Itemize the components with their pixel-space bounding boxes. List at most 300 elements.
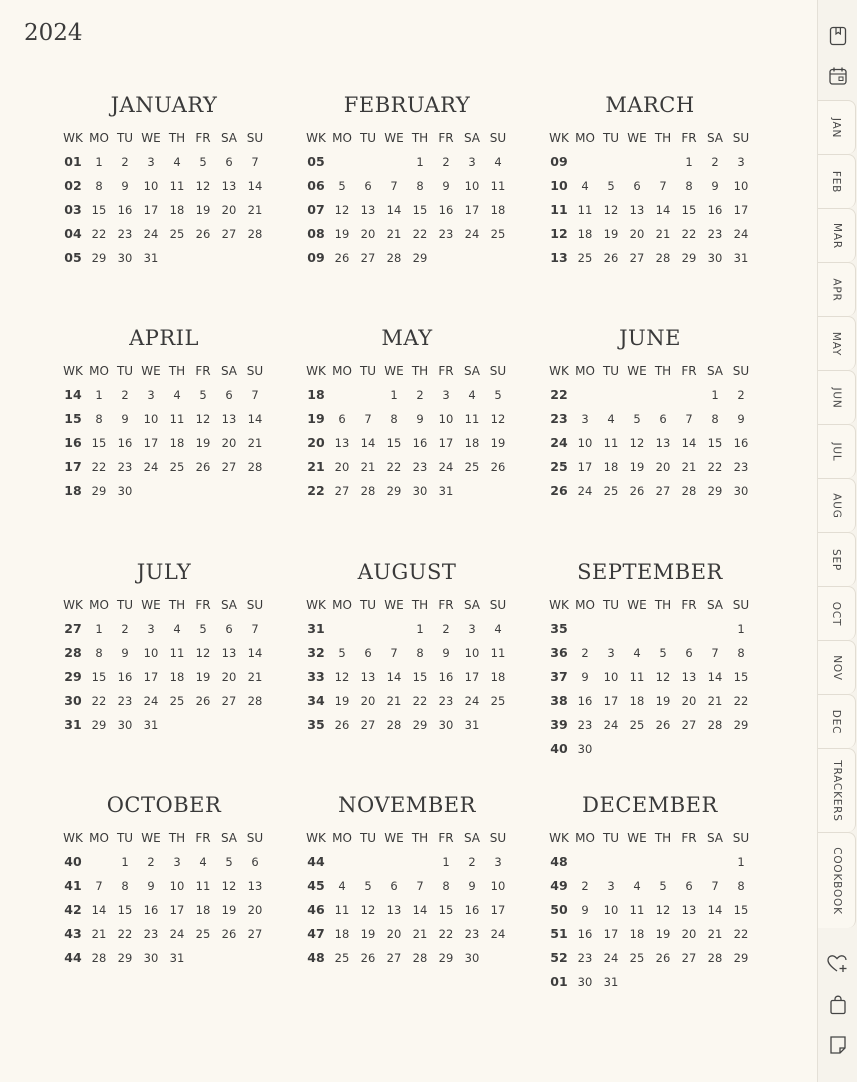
day-cell[interactable]: 26: [195, 460, 211, 474]
day-cell[interactable]: 27: [221, 227, 237, 241]
day-cell[interactable]: 16: [707, 203, 723, 217]
day-cell[interactable]: 15: [733, 903, 749, 917]
day-cell[interactable]: 24: [143, 694, 159, 708]
day-cell[interactable]: 16: [464, 903, 480, 917]
day-cell[interactable]: 7: [416, 879, 424, 893]
day-cell[interactable]: 20: [221, 203, 237, 217]
day-cell[interactable]: 27: [221, 460, 237, 474]
day-cell[interactable]: 2: [147, 855, 155, 869]
tab-cookbook[interactable]: [818, 832, 856, 928]
tab-trackers[interactable]: [818, 748, 856, 832]
day-cell[interactable]: 19: [360, 927, 376, 941]
day-cell[interactable]: 3: [494, 855, 502, 869]
day-cell[interactable]: 1: [95, 155, 103, 169]
day-cell[interactable]: 30: [577, 742, 593, 756]
day-cell[interactable]: 14: [386, 670, 402, 684]
day-cell[interactable]: 24: [603, 951, 619, 965]
day-cell[interactable]: 9: [711, 179, 719, 193]
day-cell[interactable]: 24: [733, 227, 749, 241]
day-cell[interactable]: 6: [685, 646, 693, 660]
day-cell[interactable]: 31: [143, 251, 159, 265]
day-cell[interactable]: 6: [225, 155, 233, 169]
day-cell[interactable]: 10: [143, 179, 159, 193]
day-cell[interactable]: 25: [169, 694, 185, 708]
day-cell[interactable]: 13: [221, 646, 237, 660]
day-cell[interactable]: 9: [121, 412, 129, 426]
day-cell[interactable]: 20: [681, 927, 697, 941]
day-cell[interactable]: 19: [603, 227, 619, 241]
day-cell[interactable]: 15: [91, 203, 107, 217]
day-cell[interactable]: 29: [91, 484, 107, 498]
day-cell[interactable]: 5: [364, 879, 372, 893]
day-cell[interactable]: 15: [707, 436, 723, 450]
tab-dec[interactable]: [818, 694, 856, 748]
day-cell[interactable]: 12: [655, 903, 671, 917]
day-cell[interactable]: 30: [438, 718, 454, 732]
day-cell[interactable]: 23: [438, 227, 454, 241]
day-cell[interactable]: 25: [169, 227, 185, 241]
day-cell[interactable]: 20: [221, 670, 237, 684]
day-cell[interactable]: 8: [685, 179, 693, 193]
day-cell[interactable]: 25: [629, 718, 645, 732]
day-cell[interactable]: 7: [251, 388, 259, 402]
day-cell[interactable]: 11: [169, 179, 185, 193]
day-cell[interactable]: 16: [438, 670, 454, 684]
day-cell[interactable]: 9: [147, 879, 155, 893]
day-cell[interactable]: 16: [577, 927, 593, 941]
day-cell[interactable]: 18: [169, 203, 185, 217]
day-cell[interactable]: 24: [464, 694, 480, 708]
day-cell[interactable]: 5: [225, 855, 233, 869]
day-cell[interactable]: 19: [334, 227, 350, 241]
day-cell[interactable]: 13: [360, 670, 376, 684]
day-cell[interactable]: 29: [412, 718, 428, 732]
day-cell[interactable]: 28: [412, 951, 428, 965]
day-cell[interactable]: 31: [438, 484, 454, 498]
day-cell[interactable]: 26: [603, 251, 619, 265]
day-cell[interactable]: 25: [464, 460, 480, 474]
day-cell[interactable]: 29: [707, 484, 723, 498]
day-cell[interactable]: 17: [490, 903, 506, 917]
day-cell[interactable]: 10: [603, 670, 619, 684]
day-cell[interactable]: 22: [733, 927, 749, 941]
day-cell[interactable]: 28: [91, 951, 107, 965]
day-cell[interactable]: 1: [737, 855, 745, 869]
day-cell[interactable]: 8: [737, 879, 745, 893]
day-cell[interactable]: 29: [438, 951, 454, 965]
day-cell[interactable]: 2: [121, 388, 129, 402]
day-cell[interactable]: 14: [247, 179, 263, 193]
day-cell[interactable]: 2: [121, 155, 129, 169]
day-cell[interactable]: 5: [338, 646, 346, 660]
day-cell[interactable]: 16: [438, 203, 454, 217]
tab-jun[interactable]: [818, 370, 856, 424]
day-cell[interactable]: 20: [386, 927, 402, 941]
day-cell[interactable]: 28: [655, 251, 671, 265]
day-cell[interactable]: 9: [442, 179, 450, 193]
day-cell[interactable]: 30: [117, 251, 133, 265]
day-cell[interactable]: 6: [685, 879, 693, 893]
tab-aug[interactable]: [818, 478, 856, 532]
day-cell[interactable]: 18: [195, 903, 211, 917]
day-cell[interactable]: 11: [603, 436, 619, 450]
day-cell[interactable]: 3: [737, 155, 745, 169]
day-cell[interactable]: 20: [247, 903, 263, 917]
day-cell[interactable]: 27: [629, 251, 645, 265]
day-cell[interactable]: 6: [364, 646, 372, 660]
day-cell[interactable]: 22: [91, 694, 107, 708]
day-cell[interactable]: 15: [412, 670, 428, 684]
day-cell[interactable]: 27: [681, 718, 697, 732]
day-cell[interactable]: 26: [360, 951, 376, 965]
day-cell[interactable]: 20: [334, 460, 350, 474]
day-cell[interactable]: 18: [169, 670, 185, 684]
day-cell[interactable]: 12: [655, 670, 671, 684]
day-cell[interactable]: 12: [603, 203, 619, 217]
day-cell[interactable]: 12: [195, 412, 211, 426]
bookmark-icon[interactable]: [818, 16, 857, 56]
day-cell[interactable]: 14: [412, 903, 428, 917]
day-cell[interactable]: 13: [221, 179, 237, 193]
day-cell[interactable]: 9: [581, 903, 589, 917]
day-cell[interactable]: 25: [490, 227, 506, 241]
day-cell[interactable]: 22: [707, 460, 723, 474]
day-cell[interactable]: 12: [360, 903, 376, 917]
day-cell[interactable]: 13: [629, 203, 645, 217]
day-cell[interactable]: 14: [707, 903, 723, 917]
day-cell[interactable]: 6: [338, 412, 346, 426]
day-cell[interactable]: 4: [338, 879, 346, 893]
day-cell[interactable]: 29: [91, 251, 107, 265]
day-cell[interactable]: 6: [390, 879, 398, 893]
day-cell[interactable]: 2: [581, 646, 589, 660]
day-cell[interactable]: 23: [143, 927, 159, 941]
day-cell[interactable]: 21: [91, 927, 107, 941]
day-cell[interactable]: 12: [195, 646, 211, 660]
day-cell[interactable]: 25: [490, 694, 506, 708]
day-cell[interactable]: 21: [707, 694, 723, 708]
day-cell[interactable]: 11: [195, 879, 211, 893]
day-cell[interactable]: 17: [143, 670, 159, 684]
day-cell[interactable]: 26: [490, 460, 506, 474]
day-cell[interactable]: 6: [659, 412, 667, 426]
day-cell[interactable]: 23: [412, 460, 428, 474]
day-cell[interactable]: 29: [91, 718, 107, 732]
day-cell[interactable]: 23: [117, 694, 133, 708]
day-cell[interactable]: 15: [117, 903, 133, 917]
day-cell[interactable]: 9: [416, 412, 424, 426]
day-cell[interactable]: 21: [247, 670, 263, 684]
day-cell[interactable]: 10: [464, 179, 480, 193]
day-cell[interactable]: 1: [737, 622, 745, 636]
day-cell[interactable]: 21: [360, 460, 376, 474]
tab-may[interactable]: [818, 316, 856, 370]
day-cell[interactable]: 10: [603, 903, 619, 917]
day-cell[interactable]: 28: [386, 718, 402, 732]
day-cell[interactable]: 26: [195, 694, 211, 708]
day-cell[interactable]: 29: [117, 951, 133, 965]
day-cell[interactable]: 2: [442, 622, 450, 636]
day-cell[interactable]: 28: [247, 694, 263, 708]
day-cell[interactable]: 19: [195, 670, 211, 684]
day-cell[interactable]: 29: [386, 484, 402, 498]
day-cell[interactable]: 5: [338, 179, 346, 193]
day-cell[interactable]: 23: [464, 927, 480, 941]
day-cell[interactable]: 6: [225, 622, 233, 636]
day-cell[interactable]: 8: [121, 879, 129, 893]
day-cell[interactable]: 31: [603, 975, 619, 989]
day-cell[interactable]: 19: [655, 927, 671, 941]
day-cell[interactable]: 16: [117, 203, 133, 217]
day-cell[interactable]: 10: [143, 646, 159, 660]
day-cell[interactable]: 27: [360, 251, 376, 265]
day-cell[interactable]: 24: [603, 718, 619, 732]
day-cell[interactable]: 11: [629, 670, 645, 684]
day-cell[interactable]: 10: [490, 879, 506, 893]
day-cell[interactable]: 12: [629, 436, 645, 450]
day-cell[interactable]: 7: [251, 155, 259, 169]
day-cell[interactable]: 13: [221, 412, 237, 426]
day-cell[interactable]: 19: [655, 694, 671, 708]
day-cell[interactable]: 4: [173, 622, 181, 636]
day-cell[interactable]: 9: [468, 879, 476, 893]
day-cell[interactable]: 30: [733, 484, 749, 498]
day-cell[interactable]: 14: [360, 436, 376, 450]
day-cell[interactable]: 6: [633, 179, 641, 193]
day-cell[interactable]: 2: [737, 388, 745, 402]
day-cell[interactable]: 9: [121, 179, 129, 193]
shopping-bag-icon[interactable]: [818, 985, 857, 1025]
day-cell[interactable]: 25: [629, 951, 645, 965]
day-cell[interactable]: 9: [737, 412, 745, 426]
day-cell[interactable]: 15: [438, 903, 454, 917]
day-cell[interactable]: 12: [334, 670, 350, 684]
day-cell[interactable]: 29: [733, 951, 749, 965]
day-cell[interactable]: 18: [629, 694, 645, 708]
day-cell[interactable]: 25: [334, 951, 350, 965]
day-cell[interactable]: 7: [390, 179, 398, 193]
day-cell[interactable]: 18: [464, 436, 480, 450]
day-cell[interactable]: 11: [490, 646, 506, 660]
day-cell[interactable]: 18: [629, 927, 645, 941]
day-cell[interactable]: 17: [464, 670, 480, 684]
day-cell[interactable]: 3: [468, 155, 476, 169]
day-cell[interactable]: 25: [195, 927, 211, 941]
day-cell[interactable]: 21: [247, 436, 263, 450]
day-cell[interactable]: 26: [334, 251, 350, 265]
day-cell[interactable]: 7: [659, 179, 667, 193]
day-cell[interactable]: 15: [91, 670, 107, 684]
day-cell[interactable]: 28: [386, 251, 402, 265]
day-cell[interactable]: 10: [733, 179, 749, 193]
day-cell[interactable]: 21: [386, 227, 402, 241]
day-cell[interactable]: 5: [659, 879, 667, 893]
day-cell[interactable]: 22: [412, 694, 428, 708]
day-cell[interactable]: 1: [121, 855, 129, 869]
day-cell[interactable]: 18: [577, 227, 593, 241]
day-cell[interactable]: 10: [438, 412, 454, 426]
day-cell[interactable]: 14: [91, 903, 107, 917]
day-cell[interactable]: 24: [438, 460, 454, 474]
day-cell[interactable]: 17: [577, 460, 593, 474]
day-cell[interactable]: 4: [173, 155, 181, 169]
day-cell[interactable]: 18: [490, 203, 506, 217]
day-cell[interactable]: 26: [655, 718, 671, 732]
day-cell[interactable]: 11: [490, 179, 506, 193]
day-cell[interactable]: 23: [117, 460, 133, 474]
day-cell[interactable]: 7: [95, 879, 103, 893]
day-cell[interactable]: 21: [707, 927, 723, 941]
day-cell[interactable]: 24: [143, 460, 159, 474]
day-cell[interactable]: 15: [386, 436, 402, 450]
day-cell[interactable]: 11: [169, 412, 185, 426]
day-cell[interactable]: 13: [681, 903, 697, 917]
day-cell[interactable]: 8: [95, 412, 103, 426]
day-cell[interactable]: 24: [143, 227, 159, 241]
day-cell[interactable]: 17: [438, 436, 454, 450]
day-cell[interactable]: 8: [711, 412, 719, 426]
day-cell[interactable]: 1: [416, 155, 424, 169]
day-cell[interactable]: 5: [199, 388, 207, 402]
day-cell[interactable]: 6: [364, 179, 372, 193]
day-cell[interactable]: 7: [711, 646, 719, 660]
day-cell[interactable]: 4: [199, 855, 207, 869]
day-cell[interactable]: 2: [442, 155, 450, 169]
day-cell[interactable]: 1: [95, 622, 103, 636]
day-cell[interactable]: 23: [577, 951, 593, 965]
day-cell[interactable]: 20: [221, 436, 237, 450]
day-cell[interactable]: 28: [247, 460, 263, 474]
day-cell[interactable]: 5: [633, 412, 641, 426]
day-cell[interactable]: 16: [733, 436, 749, 450]
heart-plus-icon[interactable]: [818, 944, 857, 984]
day-cell[interactable]: 2: [416, 388, 424, 402]
day-cell[interactable]: 6: [251, 855, 259, 869]
day-cell[interactable]: 1: [95, 388, 103, 402]
day-cell[interactable]: 16: [412, 436, 428, 450]
day-cell[interactable]: 28: [360, 484, 376, 498]
day-cell[interactable]: 3: [147, 622, 155, 636]
day-cell[interactable]: 30: [577, 975, 593, 989]
tab-nov[interactable]: [818, 640, 856, 694]
day-cell[interactable]: 7: [364, 412, 372, 426]
day-cell[interactable]: 5: [494, 388, 502, 402]
day-cell[interactable]: 14: [707, 670, 723, 684]
day-cell[interactable]: 9: [442, 646, 450, 660]
day-cell[interactable]: 5: [199, 622, 207, 636]
day-cell[interactable]: 3: [147, 388, 155, 402]
day-cell[interactable]: 15: [412, 203, 428, 217]
day-cell[interactable]: 4: [607, 412, 615, 426]
day-cell[interactable]: 30: [117, 718, 133, 732]
day-cell[interactable]: 14: [247, 412, 263, 426]
day-cell[interactable]: 19: [629, 460, 645, 474]
day-cell[interactable]: 21: [386, 694, 402, 708]
tab-mar[interactable]: [818, 208, 856, 262]
day-cell[interactable]: 22: [386, 460, 402, 474]
day-cell[interactable]: 17: [143, 203, 159, 217]
day-cell[interactable]: 31: [143, 718, 159, 732]
day-cell[interactable]: 6: [225, 388, 233, 402]
day-cell[interactable]: 3: [581, 412, 589, 426]
day-cell[interactable]: 4: [633, 879, 641, 893]
day-cell[interactable]: 2: [581, 879, 589, 893]
day-cell[interactable]: 3: [468, 622, 476, 636]
day-cell[interactable]: 2: [711, 155, 719, 169]
day-cell[interactable]: 4: [494, 155, 502, 169]
day-cell[interactable]: 26: [334, 718, 350, 732]
day-cell[interactable]: 23: [577, 718, 593, 732]
day-cell[interactable]: 12: [195, 179, 211, 193]
day-cell[interactable]: 26: [655, 951, 671, 965]
day-cell[interactable]: 5: [659, 646, 667, 660]
day-cell[interactable]: 10: [464, 646, 480, 660]
day-cell[interactable]: 31: [464, 718, 480, 732]
day-cell[interactable]: 9: [581, 670, 589, 684]
day-cell[interactable]: 22: [91, 460, 107, 474]
day-cell[interactable]: 27: [655, 484, 671, 498]
tab-sep[interactable]: [818, 532, 856, 586]
day-cell[interactable]: 30: [464, 951, 480, 965]
day-cell[interactable]: 22: [91, 227, 107, 241]
day-cell[interactable]: 30: [707, 251, 723, 265]
day-cell[interactable]: 3: [173, 855, 181, 869]
day-cell[interactable]: 27: [334, 484, 350, 498]
day-cell[interactable]: 29: [412, 251, 428, 265]
day-cell[interactable]: 13: [247, 879, 263, 893]
day-cell[interactable]: 20: [655, 460, 671, 474]
day-cell[interactable]: 20: [629, 227, 645, 241]
day-cell[interactable]: 17: [169, 903, 185, 917]
day-cell[interactable]: 7: [685, 412, 693, 426]
day-cell[interactable]: 12: [490, 412, 506, 426]
day-cell[interactable]: 25: [577, 251, 593, 265]
day-cell[interactable]: 7: [390, 646, 398, 660]
day-cell[interactable]: 22: [733, 694, 749, 708]
day-cell[interactable]: 29: [681, 251, 697, 265]
day-cell[interactable]: 3: [442, 388, 450, 402]
day-cell[interactable]: 19: [221, 903, 237, 917]
day-cell[interactable]: 13: [360, 203, 376, 217]
day-cell[interactable]: 21: [681, 460, 697, 474]
day-cell[interactable]: 8: [95, 179, 103, 193]
day-cell[interactable]: 26: [221, 927, 237, 941]
day-cell[interactable]: 3: [607, 646, 615, 660]
day-cell[interactable]: 19: [195, 436, 211, 450]
tab-jan[interactable]: [818, 100, 856, 154]
day-cell[interactable]: 7: [251, 622, 259, 636]
day-cell[interactable]: 8: [442, 879, 450, 893]
day-cell[interactable]: 21: [412, 927, 428, 941]
day-cell[interactable]: 26: [629, 484, 645, 498]
day-cell[interactable]: 4: [581, 179, 589, 193]
day-cell[interactable]: 18: [490, 670, 506, 684]
day-cell[interactable]: 24: [577, 484, 593, 498]
day-cell[interactable]: 12: [221, 879, 237, 893]
day-cell[interactable]: 3: [147, 155, 155, 169]
day-cell[interactable]: 14: [655, 203, 671, 217]
day-cell[interactable]: 28: [681, 484, 697, 498]
day-cell[interactable]: 8: [416, 646, 424, 660]
day-cell[interactable]: 20: [360, 694, 376, 708]
day-cell[interactable]: 23: [707, 227, 723, 241]
day-cell[interactable]: 24: [169, 927, 185, 941]
day-cell[interactable]: 14: [681, 436, 697, 450]
day-cell[interactable]: 27: [681, 951, 697, 965]
day-cell[interactable]: 27: [247, 927, 263, 941]
day-cell[interactable]: 21: [655, 227, 671, 241]
day-cell[interactable]: 3: [607, 879, 615, 893]
